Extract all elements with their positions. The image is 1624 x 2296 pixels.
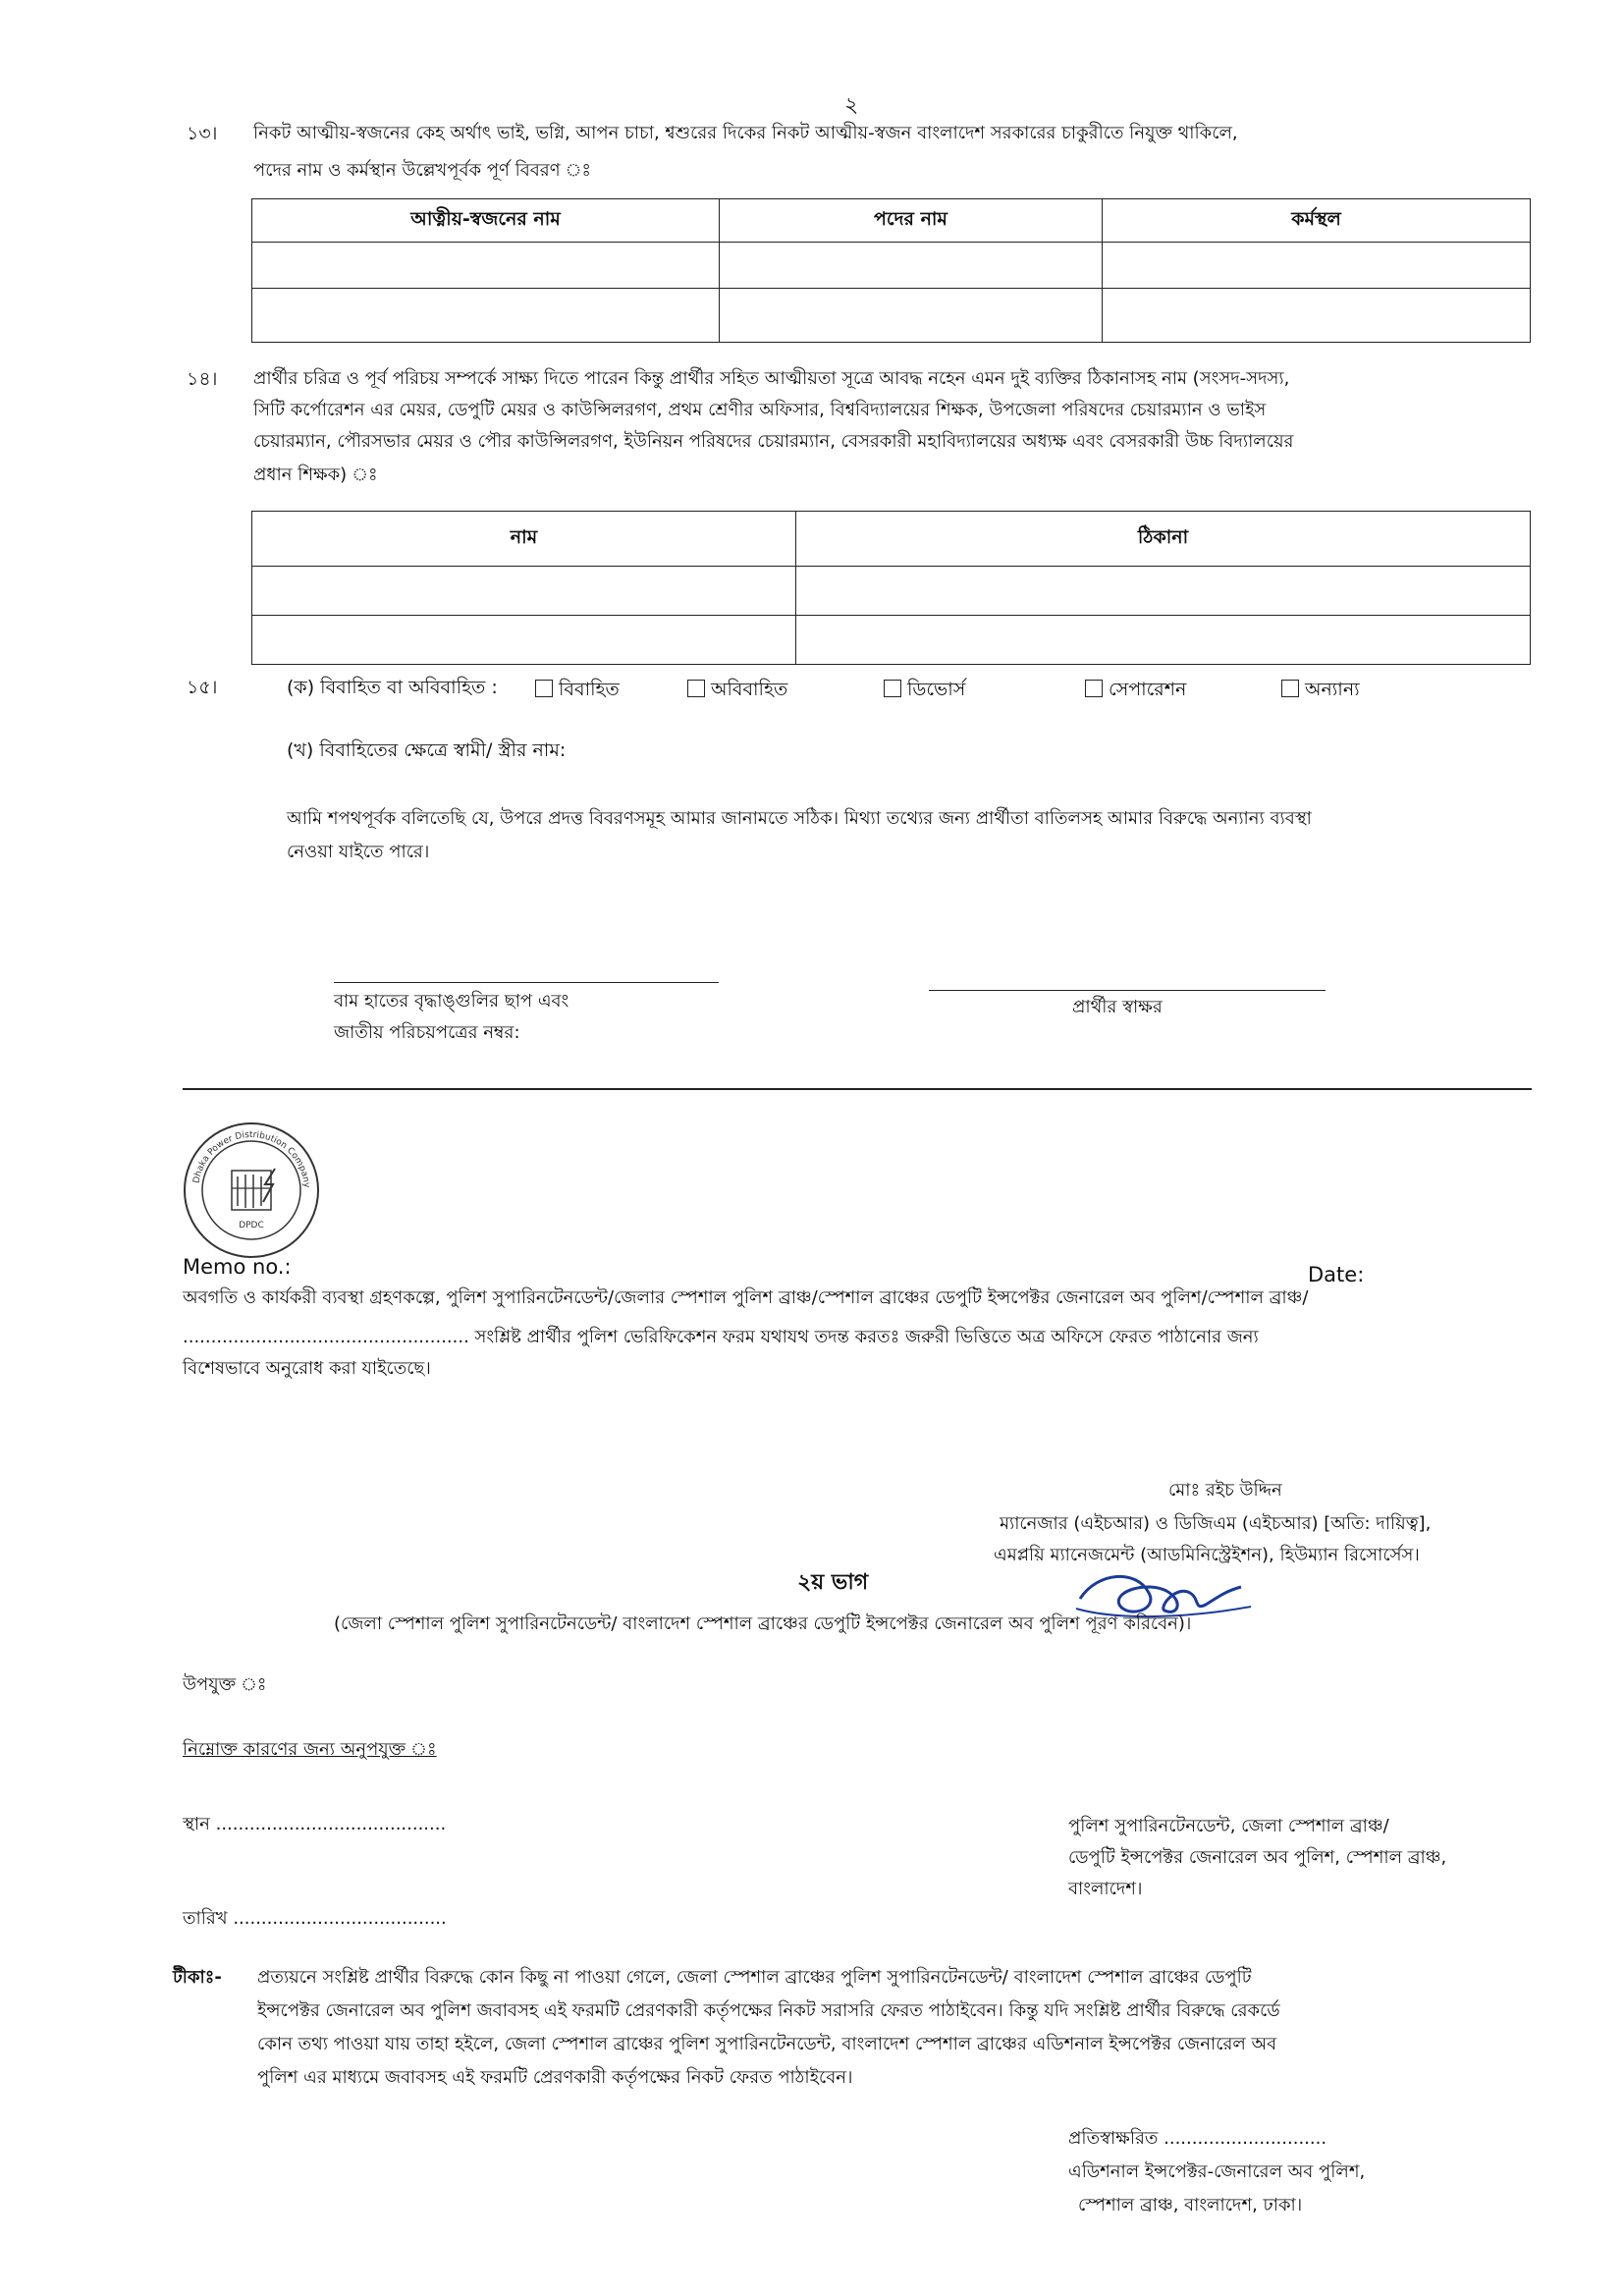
unsuitable-label: নিম্নোক্ত কারণের জন্য অনুপযুক্ত ঃ [183,1739,437,1760]
thumb-label-line1: বাম হাতের বৃদ্ধাঙ্গুলির ছাপ এবং [334,991,569,1011]
q14-text-line3: চেয়ারম্যান, পৌরসভার মেয়র ও পৌর কাউন্সিলরগণ, ইউনিয়ন পরিষদের চেয়ারম্যান, বেসরকারী মহাবিদ্যালয়ের অধ্যক্ষ এবং বেসরকারী উচ্চ বিদ্যালয়ের [253,431,1294,452]
thumb-signature-line [334,982,719,983]
memo-line1: অবগতি ও কার্যকরী ব্যবস্থা গ্রহণকল্পে, পুলিশ সুপারিনটেনডেন্ট/জেলার স্পেশাল পুলিশ ব্রাঞ্চ/স্পেশাল ব্রাঞ্চের ডেপুটি ইন্সপেক্টর জেনারেল অব পুলিশ/স্পেশাল ব্রাঞ্চ/ [183,1287,1309,1308]
note-line4: পুলিশ এর মাধ্যমে জবাবসহ এই ফরমটি প্রেরণকারী কর্তৃপক্ষের নিকট ফেরত পাঠাইবেন। [257,2067,853,2088]
option-other[interactable]: অন্যান্য [1281,676,1360,707]
officer-title2: এমপ্লয়ি ম্যানেজমেন্ট (আডমিনিস্ট্রেইশন), হিউম্যান রিসোর্সেস। [994,1545,1420,1565]
section-divider [183,1088,1532,1090]
relatives-cell[interactable] [252,243,720,289]
page-number: ২ [844,93,859,118]
countersign-line1: প্রতিস্বাক্ষরিত ............................. [1068,2128,1327,2149]
relatives-header-post: পদের নাম [720,199,1103,243]
references-cell[interactable] [796,616,1531,665]
q13-text-line2: পদের নাম ও কর্মস্থান উল্লেখপূর্বক পূর্ণ বিবরণ ঃ [253,160,592,181]
note-line3: কোন তথ্য পাওয়া যায় তাহা হইলে, জেলা স্পেশাল ব্রাঞ্চের পুলিশ সুপারিনটেনডেন্ট, বাংলাদেশ স্পেশাল ব্রাঞ্চের এডিশনাল ইন্সপেক্টর জেনারেল অব [257,2034,1277,2054]
police-sig-line3: বাংলাদেশ। [1068,1879,1143,1899]
q14-text-line4: প্রধান শিক্ষক) ঃ [253,465,378,485]
checkbox[interactable] [1085,680,1103,697]
relatives-cell[interactable] [720,243,1103,289]
references-header-name: নাম [252,512,796,567]
part2-title: ২য় ভাগ [797,1570,869,1595]
checkbox[interactable] [535,680,553,697]
declaration-line2: নেওয়া যাইতে পারে। [287,842,430,862]
svg-text:DPDC: DPDC [239,1221,264,1230]
countersign-line3: স্পেশাল ব্রাঞ্চ, বাংলাদেশ, ঢাকা। [1078,2195,1303,2215]
officer-name: মোঃ রইচ উদ্দিন [1168,1480,1282,1501]
references-header-address: ঠিকানা [796,512,1531,567]
place-field[interactable]: স্থান ......................................... [183,1814,447,1834]
checkbox[interactable] [687,680,705,697]
dpdc-seal [181,1120,322,1261]
relatives-cell[interactable] [720,289,1103,343]
part2-subtitle: (জেলা স্পেশাল পুলিশ সুপারিনটেনডেন্ট/ বাংলাদেশ স্পেশাল ব্রাঞ্চের ডেপুটি ইন্সপেক্টর জেনারেল অব পুলিশ পূরণ করিবেন)। [334,1613,1192,1634]
q15-number: ১৫। [187,677,218,698]
relatives-cell[interactable] [252,289,720,343]
memo-line3: বিশেষভাবে অনুরোধ করা যাইতেছে। [183,1358,431,1379]
memo-line2: ................................................... সংশ্লিষ্ট প্রার্থীর পুলিশ ভেরিফিকেশন ফরম যথাযথ তদন্ত করতঃ জরুরী ভিত্তিতে অত্র অফিসে ফেরত পাঠানোর জন্য [183,1327,1259,1347]
relatives-cell[interactable] [1103,243,1531,289]
police-sig-line2: ডেপুটি ইন্সপেক্টর জেনারেল অব পুলিশ, স্পেশাল ব্রাঞ্চ, [1068,1847,1447,1868]
references-cell[interactable] [252,616,796,665]
thumb-label-line2: জাতীয় পরিচয়পত্রের নম্বর: [334,1022,520,1043]
seal-icon [181,1120,322,1261]
references-table [251,511,1531,665]
relatives-header-name: আত্নীয়-স্বজনের নাম [252,199,720,243]
applicant-signature-label: প্রার্থীর স্বাক্ষর [1072,997,1163,1017]
date-field[interactable]: তারিখ ...................................... [183,1908,447,1929]
memo-label: Memo no.: [183,1255,292,1279]
relatives-table [251,198,1531,343]
relatives-cell[interactable] [1103,289,1531,343]
suitable-label: উপযুক্ত ঃ [183,1674,267,1695]
q14-number: ১৪। [187,368,218,390]
q14-text-line2: সিটি কর্পোরেশন এর মেয়র, ডেপুটি মেয়র ও কাউন্সিলরগণ, প্রথম শ্রেণীর অফিসার, বিশ্ববিদ্যালয়ের শিক্ষক, উপজেলা পরিষদের চেয়ারম্যান ও ভাইস [253,400,1267,420]
marital-status-label: (ক) বিবাহিত বা অবিবাহিত : [287,677,498,698]
officer-title1: ম্যানেজার (এইচআর) ও ডিজিএম (এইচআর) [অতি: দায়িত্ব], [1000,1513,1432,1534]
q13-number: ১৩। [187,123,218,144]
option-divorced[interactable]: ডিভোর্স [884,676,965,707]
references-cell[interactable] [796,567,1531,616]
option-married[interactable]: বিবাহিত [535,676,620,707]
declaration-line1: আমি শপথপূর্বক বলিতেছি যে, উপরে প্রদত্ত বিবরণসমূহ আমার জানামতে সঠিক। মিথ্যা তথ্যের জন্য প্রার্থীতা বাতিলসহ আমার বিরুদ্ধে অন্যান্য ব্যবস্থা [287,808,1312,829]
option-unmarried[interactable]: অবিবাহিত [687,676,787,707]
note-line1: প্রত্যয়নে সংশ্লিষ্ট প্রার্থীর বিরুদ্ধে কোন কিছু না পাওয়া গেলে, জেলা স্পেশাল ব্রাঞ্চের পুলিশ সুপারিনটেনডেন্ট/ বাংলাদেশ স্পেশাল ব্রাঞ্চের ডেপুটি [257,1967,1252,1988]
q14-text-line1: প্রার্থীর চরিত্র ও পূর্ব পরিচয় সম্পর্কে সাক্ষ্য দিতে পারেন কিন্তু প্রার্থীর সহিত আত্মীয়তা সূত্রে আবদ্ধ নহেন এমন দুই ব্যক্তির ঠিকানাসহ নাম (সংসদ-সদস্য, [253,368,1290,389]
checkbox[interactable] [884,680,901,697]
note-label: টীকাঃ- [173,1967,222,1988]
applicant-signature-line [929,990,1326,991]
q13-text-line1: নিকট আত্মীয়-স্বজনের কেহ অর্থাৎ ভাই, ভগ্নি, আপন চাচা, শ্বশুরের দিকের নিকট আত্মীয়-স্বজন বাংলাদেশ সরকারের চাকুরীতে নিযুক্ত থাকিলে, [253,123,1238,143]
spouse-name-label: (খ) বিবাহিতের ক্ষেত্রে স্বামী/ স্ত্রীর নাম: [287,739,567,761]
memo-date-label: Date: [1308,1263,1365,1286]
option-separated[interactable]: সেপারেশন [1085,676,1186,707]
checkbox[interactable] [1281,680,1299,697]
note-line2: ইন্সপেক্টর জেনারেল অব পুলিশ জবাবসহ এই ফরমটি প্রেরণকারী কর্তৃপক্ষের নিকট সরাসরি ফেরত পাঠাইবেন। কিন্তু যদি সংশ্লিষ্ট প্রার্থীর বিরুদ্ধে রেকর্ডে [257,2000,1280,2021]
references-cell[interactable] [252,567,796,616]
relatives-header-workplace: কর্মস্থল [1103,199,1531,243]
police-sig-line1: পুলিশ সুপারিনটেনডেন্ট, জেলা স্পেশাল ব্রাঞ্চ/ [1068,1816,1389,1836]
svg-text:Dhaka Power Distribution Compa: Dhaka Power Distribution Company [191,1130,311,1188]
countersign-line2: এডিশনাল ইন্সপেক্টর-জেনারেল অব পুলিশ, [1068,2161,1366,2182]
